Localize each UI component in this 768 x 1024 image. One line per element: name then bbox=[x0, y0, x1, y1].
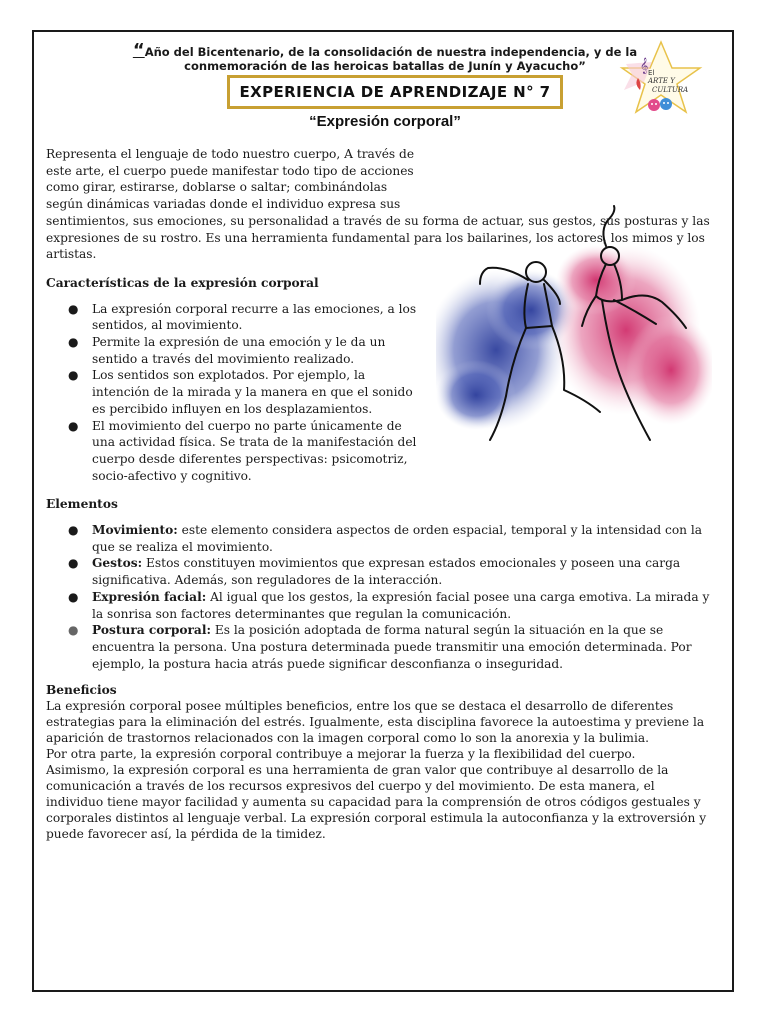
element-term: Postura corporal: bbox=[92, 623, 211, 638]
characteristics-list bbox=[46, 301, 710, 485]
bullet-icon: ● bbox=[68, 589, 79, 604]
intro-text: Representa el lenguaje de todo nuestro cuerpo, A través de este arte, el cuerpo puede manifestar todo tipo de acciones como girar, estirarse, doblarse o saltar; combinándolas según dinámicas variadas donde el individuo expresa sus sentimientos, sus emociones, su personalidad a través de su forma de actuar, sus gestos, sus posturas y las expresiones de su rostro. Es una herramienta fundamental para los bailarines, los actores, los mimos y los artistas. bbox=[46, 147, 710, 262]
bullet-icon: ● bbox=[68, 523, 79, 538]
list-item: ● Gestos: Estos constituyen movimientos que expresan estados emocionales y poseen una carga significativa. Además, son reguladores de la interacción. bbox=[68, 556, 681, 588]
elements-heading: Elementos bbox=[46, 497, 118, 512]
benefits-paragraph: Por otra parte, la expresión corporal contribuye a mejorar la fuerza y la flexibilidad del cuerpo. bbox=[46, 747, 636, 762]
document-body bbox=[46, 146, 710, 842]
list-item: ● Los sentidos son explotados. Por ejemplo, la intención de la mirada y la manera en que el sonido es percibido influyen en los desplazamientos. bbox=[68, 368, 413, 416]
logo-text-2: ARTE Y bbox=[648, 77, 675, 85]
intro-paragraph bbox=[46, 146, 710, 263]
benefits-paragraph: Asimismo, la expresión corporal es una herramienta de gran valor que contribuye al desarrollo de la comunicación a través de los recursos expresivos del cuerpo y del movimiento. De esta manera, el individuo tiene mayor facilidad y aumenta su capacidad para la comprensión de otros códigos gestuales y corporales distintos al lenguaje verbal. La expresión corporal estimula la autoconfianza y la extroversión y puede favorecer así, la pérdida de la timidez. bbox=[46, 763, 707, 842]
bullet-icon: ● bbox=[68, 301, 79, 316]
bullet-icon: ● bbox=[68, 623, 79, 638]
element-term: Expresión facial: bbox=[92, 589, 207, 604]
topic-subtitle: “Expresión corporal” bbox=[309, 113, 461, 130]
bullet-icon: ● bbox=[68, 335, 79, 350]
logo-text-1: El bbox=[648, 69, 655, 77]
element-term: Gestos: bbox=[92, 556, 143, 571]
benefits-paragraph: La expresión corporal posee múltiples beneficios, entre los que se destaca el desarrollo de diferentes estrategias para la eliminación del estrés. Igualmente, esta disciplina favorece la autoestima y previene la aparición de trastornos relacionados con la imagen corporal como lo son la anorexia y la bulimia. bbox=[46, 699, 705, 746]
benefits-section bbox=[46, 682, 710, 842]
list-item: ● Postura corporal: Es la posición adoptada de forma natural según la situación en la que se encuentra la persona. Una postura determinada puede transmitir una emoción determinada. Por ejemplo, la postura hacia atrás puede significar desconfianza o inseguridad. bbox=[68, 623, 692, 671]
bullet-icon: ● bbox=[68, 368, 79, 383]
list-item: ● Expresión facial: Al igual que los gestos, la expresión facial posee una carga emotiva. La mirada y la sonrisa son factores determinantes que regulan la comunicación. bbox=[68, 589, 710, 621]
list-item: ● El movimiento del cuerpo no parte únicamente de una actividad física. Se trata de la manifestación del cuerpo desde diferentes perspectivas: psicomotriz, socio-afectivo y cognitivo. bbox=[68, 418, 417, 483]
element-term: Movimiento: bbox=[92, 523, 178, 538]
logo-text-3: CULTURA bbox=[652, 86, 689, 94]
arte-cultura-logo bbox=[596, 38, 726, 128]
benefits-heading: Beneficios bbox=[46, 683, 117, 698]
elements-list bbox=[46, 522, 710, 672]
motto bbox=[100, 40, 670, 73]
list-item: ● Movimiento: este elemento considera aspectos de orden espacial, temporal y la intensidad con la que se realiza el movimiento. bbox=[68, 523, 703, 554]
motto-open-quote: “ bbox=[132, 40, 145, 61]
bullet-icon: ● bbox=[68, 418, 79, 433]
bullet-icon: ● bbox=[68, 556, 79, 571]
learning-experience-title: EXPERIENCIA DE APRENDIZAJE N° 7 bbox=[227, 75, 563, 109]
list-item: ● Permite la expresión de una emoción y le da un sentido a través del movimiento realizado. bbox=[68, 335, 386, 366]
list-item: ● La expresión corporal recurre a las emociones, a los sentidos, al movimiento. bbox=[68, 301, 417, 333]
characteristics-heading: Características de la expresión corporal bbox=[46, 275, 319, 290]
svg-text:𝄞: 𝄞 bbox=[640, 58, 649, 74]
motto-line-1: Año del Bicentenario, de la consolidación de nuestra independencia, y de la bbox=[144, 45, 638, 59]
motto-line-2: conmemoración de las heroicas batallas de Junín y Ayacucho” bbox=[184, 59, 586, 73]
